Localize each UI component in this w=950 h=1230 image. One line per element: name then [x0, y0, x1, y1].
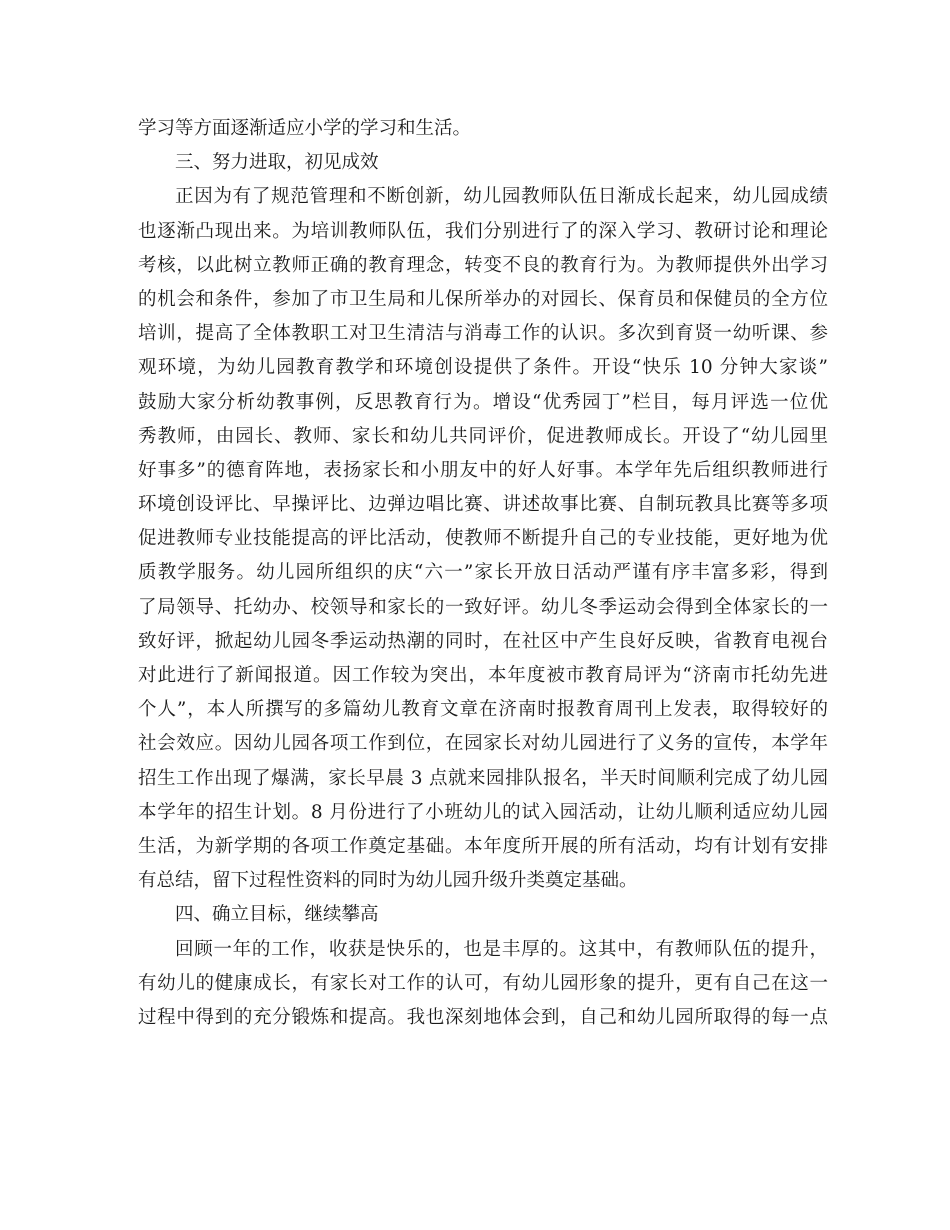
text-line: 有总结，留下过程性资料的同时为幼儿园升级升类奠定基础。 [138, 870, 638, 892]
text-line: 生活，为新学期的各项工作奠定基础。本年度所开展的所有活动，均有计划有安排 [138, 835, 828, 857]
text-line: 个人”，本人所撰写的多篇幼儿教育文章在济南时报教育周刊上发表，取得较好的 [138, 699, 828, 721]
section-heading: 四、确立目标，继续攀高 [175, 904, 379, 926]
text-line: 本学年的招生计划。8 月份进行了小班幼儿的试入园活动，让幼儿顺利适应幼儿园 [138, 801, 828, 823]
text-line: 培训，提高了全体教职工对卫生清洁与消毒工作的认识。多次到育贤一幼听课、参 [138, 323, 828, 345]
text-line: 正因为有了规范管理和不断创新，幼儿园教师队伍日渐成长起来，幼儿园成绩 [175, 186, 828, 208]
text-line: 学习等方面逐渐适应小学的学习和生活。 [138, 118, 472, 139]
section-heading: 三、努力进取，初见成效 [175, 152, 379, 174]
text-line: 过程中得到的充分锻炼和提高。我也深刻地体会到，自己和幼儿园所取得的每一点 [138, 1006, 828, 1028]
text-line: 社会效应。因幼儿园各项工作到位，在园家长对幼儿园进行了义务的宣传，本学年 [138, 733, 828, 755]
text-line: 回顾一年的工作，收获是快乐的，也是丰厚的。这其中，有教师队伍的提升， [175, 938, 828, 960]
text-line: 质教学服务。幼儿园所组织的庆“六一”家长开放日活动严谨有序丰富多彩，得到 [138, 562, 828, 584]
document-body [138, 112, 828, 1035]
text-line: 考核，以此树立教师正确的教育理念，转变不良的教育行为。为教师提供外出学习 [138, 254, 828, 276]
text-line: 促进教师专业技能提高的评比活动，使教师不断提升自己的专业技能，更好地为优 [138, 528, 828, 550]
text-line: 了局领导、托幼办、校领导和家长的一致好评。幼儿冬季运动会得到全体家长的一 [138, 596, 828, 618]
text-line: 秀教师，由园长、教师、家长和幼儿共同评价，促进教师成长。开设了“幼儿园里 [138, 425, 828, 447]
text-line: 致好评，掀起幼儿园冬季运动热潮的同时，在社区中产生良好反映，省教育电视台 [138, 630, 828, 652]
text-line: 招生工作出现了爆满，家长早晨 3 点就来园排队报名，半天时间顺利完成了幼儿园 [138, 767, 828, 789]
text-line: 环境创设评比、早操评比、边弹边唱比赛、讲述故事比赛、自制玩教具比赛等多项 [138, 494, 828, 516]
text-line: 也逐渐凸现出来。为培训教师队伍，我们分别进行了的深入学习、教研讨论和理论 [138, 220, 828, 242]
text-line: 有幼儿的健康成长，有家长对工作的认可，有幼儿园形象的提升，更有自己在这一 [138, 972, 828, 994]
text-line: 好事多”的德育阵地，表扬家长和小朋友中的好人好事。本学年先后组织教师进行 [138, 459, 828, 481]
text-line: 的机会和条件，参加了市卫生局和儿保所举办的对园长、保育员和保健员的全方位 [138, 288, 828, 310]
text-line: 鼓励大家分析幼教事例，反思教育行为。增设“优秀园丁”栏目，每月评选一位优 [138, 391, 828, 413]
text-line: 观环境，为幼儿园教育教学和环境创设提供了条件。开设“快乐 10 分钟大家谈” [138, 357, 828, 379]
text-line: 对此进行了新闻报道。因工作较为突出，本年度被市教育局评为“济南市托幼先进 [138, 665, 828, 686]
